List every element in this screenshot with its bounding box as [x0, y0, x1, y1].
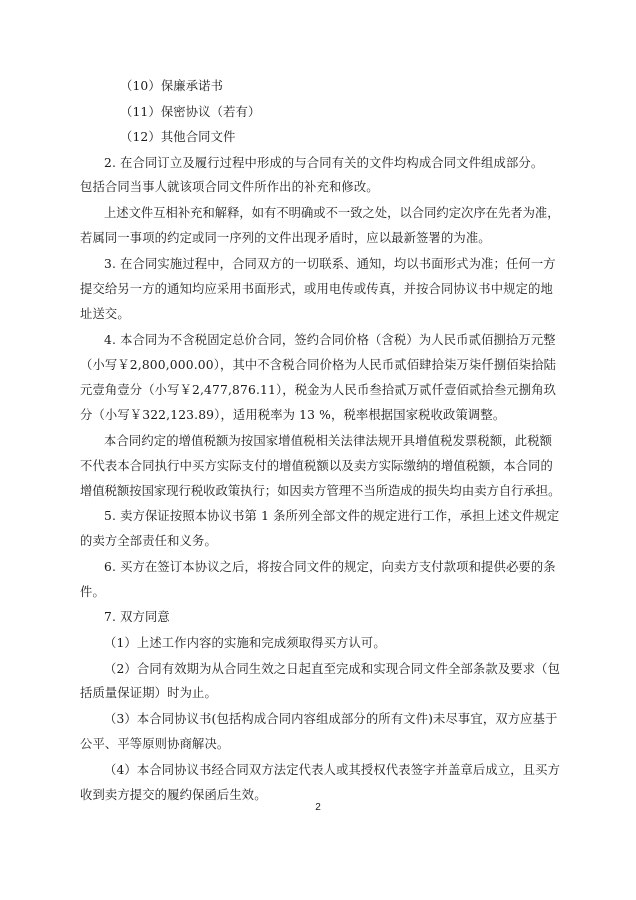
text-line: 公平、平等原则协商解决。	[80, 737, 230, 751]
text-line: （10）保廉承诺书	[120, 79, 224, 93]
text-line: 7. 双方同意	[104, 610, 170, 624]
text-line: 本合同约定的增值税额为按国家增值税相关法律法规开具增值税发票税额，此税额	[104, 434, 553, 448]
text-line: 2. 在合同订立及履行过程中形成的与合同有关的文件均构成合同文件组成部分。	[104, 156, 544, 170]
text-line: （小写￥2,800,000.00），其中不含税合同价格为人民币贰佰肆拾柒万柒仟捌佰柒拾陆	[80, 358, 557, 372]
text-line: 包括合同当事人就该项合同文件所作出的补充和修改。	[80, 180, 379, 194]
text-line: （4）本合同协议书经合同双方法定代表人或其授权代表签字并盖章后成立，且买方	[104, 763, 561, 777]
text-line: 3. 在合同实施过程中，合同双方的一切联系、通知，均以书面形式为准；任何一方	[104, 257, 556, 271]
text-line: 分（小写￥322,123.89），适用税率为 13 %，税率根据国家税收政策调整。	[80, 408, 506, 422]
page-number: 2	[315, 802, 321, 813]
text-line: 不代表本合同执行中买方实际支付的增值税额以及卖方实际缴纳的增值税额，本合同的	[80, 459, 553, 473]
text-line: 括质量保证期）时为止。	[80, 686, 217, 700]
text-line: （11）保密协议（若有）	[120, 105, 261, 119]
text-line: 增值税额按国家现行税收政策执行；如因卖方管理不当所造成的损失均由卖方自行承担。	[80, 484, 561, 498]
text-line: 址送交。	[80, 307, 130, 321]
text-line: 若属同一事项的约定或同一序列的文件出现矛盾时，应以最新签署的为准。	[80, 231, 491, 245]
text-line: 元壹角壹分（小写￥2,477,876.11），税金为人民币叁拾贰万贰仟壹佰贰拾叁元捌角玖	[80, 383, 557, 397]
text-line: 件。	[80, 585, 105, 599]
text-line: （3）本合同协议书(包括构成合同内容组成部分的所有文件)未尽事宜，双方应基于	[104, 712, 558, 726]
text-line: 6. 买方在签订本协议之后，将按合同文件的规定，向卖方支付款项和提供必要的条	[104, 560, 556, 574]
text-line: 的卖方全部责任和义务。	[80, 534, 217, 548]
text-line: 4. 本合同为不含税固定总价合同，签约合同价格（含税）为人民币贰佰捌拾万元整	[104, 333, 556, 347]
text-line: （1）上述工作内容的实施和完成须取得买方认可。	[104, 636, 386, 650]
text-line: 5. 卖方保证按照本协议书第 1 条所列全部文件的规定进行工作，承担上述文件规定	[104, 509, 560, 523]
text-line: 收到卖方提交的履约保函后生效。	[80, 788, 267, 802]
text-line: 提交给另一方的通知均应采用书面形式，或用电传或传真，并按合同协议书中规定的地	[80, 282, 553, 296]
text-line: （2）合同有效期为从合同生效之日起直至完成和实现合同文件全部条款及要求（包	[104, 662, 561, 676]
text-line: 上述文件互相补充和解释，如有不明确或不一致之处，以合同约定次序在先者为准，	[104, 206, 560, 220]
text-line: （12）其他合同文件	[120, 130, 236, 144]
